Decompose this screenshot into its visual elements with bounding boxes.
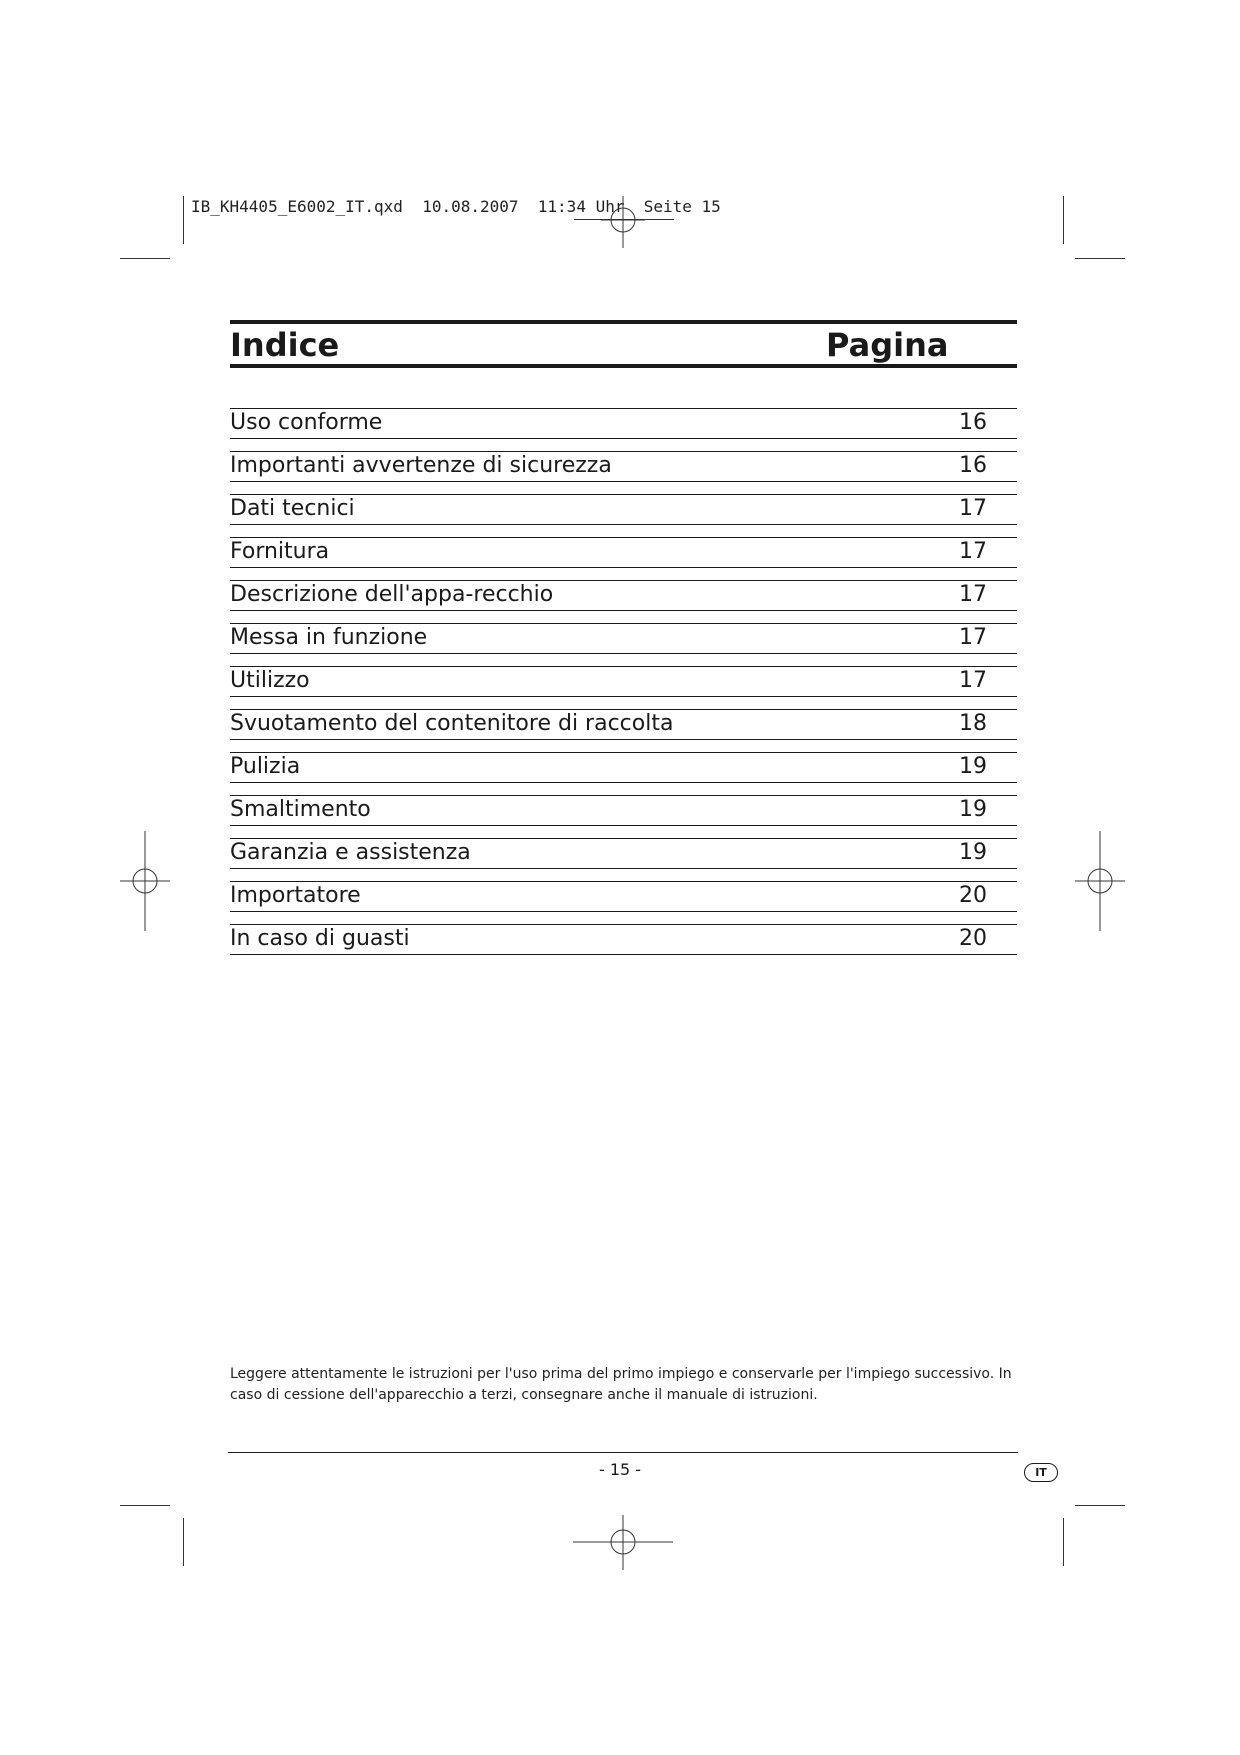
toc-entry-label: Dati tecnici [230,496,355,521]
registration-mark-bottom [573,1515,673,1570]
toc-entry-page: 18 [959,711,987,736]
toc-entry-page: 19 [959,840,987,865]
toc-entry-page: 17 [959,582,987,607]
toc-entry-page: 16 [959,410,987,435]
toc-entry-page: 17 [959,496,987,521]
toc-entry-page: 17 [959,625,987,650]
toc-entry-page: 19 [959,797,987,822]
toc-entry[interactable] [230,537,1017,568]
toc-entry[interactable] [230,494,1017,525]
toc-entry-label: Uso conforme [230,410,383,435]
toc-entry-page: 20 [959,883,987,908]
toc-entry-label: Descrizione dell'appa-recchio [230,582,554,607]
registration-mark-top [601,196,645,248]
toc-entry[interactable] [230,881,1017,912]
toc-entry[interactable] [230,408,1017,439]
toc-entry-label: Messa in funzione [230,625,428,650]
toc-entry[interactable] [230,623,1017,654]
toc-list [230,408,1017,967]
toc-entry[interactable] [230,709,1017,740]
toc-entry[interactable] [230,924,1017,955]
toc-entry[interactable] [230,666,1017,697]
language-badge: IT [1024,1463,1058,1482]
toc-entry-label: Garanzia e assistenza [230,840,471,865]
print-slug: IB_KH4405_E6002_IT.qxd 10.08.2007 11:34 Uhr Seite 15 [191,197,721,216]
toc-entry-page: 20 [959,926,987,951]
toc-entry[interactable] [230,838,1017,869]
toc-entry-page: 16 [959,453,987,478]
toc-entry-label: Importanti avvertenze di sicurezza [230,453,612,478]
toc-entry-label: Importatore [230,883,361,908]
page-number: - 15 - [598,1460,642,1479]
toc-entry-label: Smaltimento [230,797,371,822]
toc-entry-label: In caso di guasti [230,926,410,951]
toc-page-column-title: Pagina [826,326,949,364]
footer-rule [228,1452,1018,1453]
toc-entry[interactable] [230,580,1017,611]
toc-entry-page: 19 [959,754,987,779]
toc-entry-page: 17 [959,539,987,564]
toc-entry-label: Pulizia [230,754,301,779]
registration-mark-right [1075,831,1125,931]
toc-header [230,320,1017,368]
toc-entry-label: Svuotamento del contenitore di raccolta [230,711,674,736]
toc-title: Indice [230,326,340,364]
toc-entry[interactable] [230,451,1017,482]
usage-note: Leggere attentamente le istruzioni per l'uso prima del primo impiego e conservarle per l'impiego successivo. In caso di cessione dell'apparecchio a terzi, consegnare anche il manuale di istruzioni. [230,1366,1012,1403]
toc-entry-label: Utilizzo [230,668,310,693]
toc-entry[interactable] [230,795,1017,826]
toc-entry[interactable] [230,752,1017,783]
toc-entry-label: Fornitura [230,539,330,564]
registration-mark-left [120,831,170,931]
toc-entry-page: 17 [959,668,987,693]
